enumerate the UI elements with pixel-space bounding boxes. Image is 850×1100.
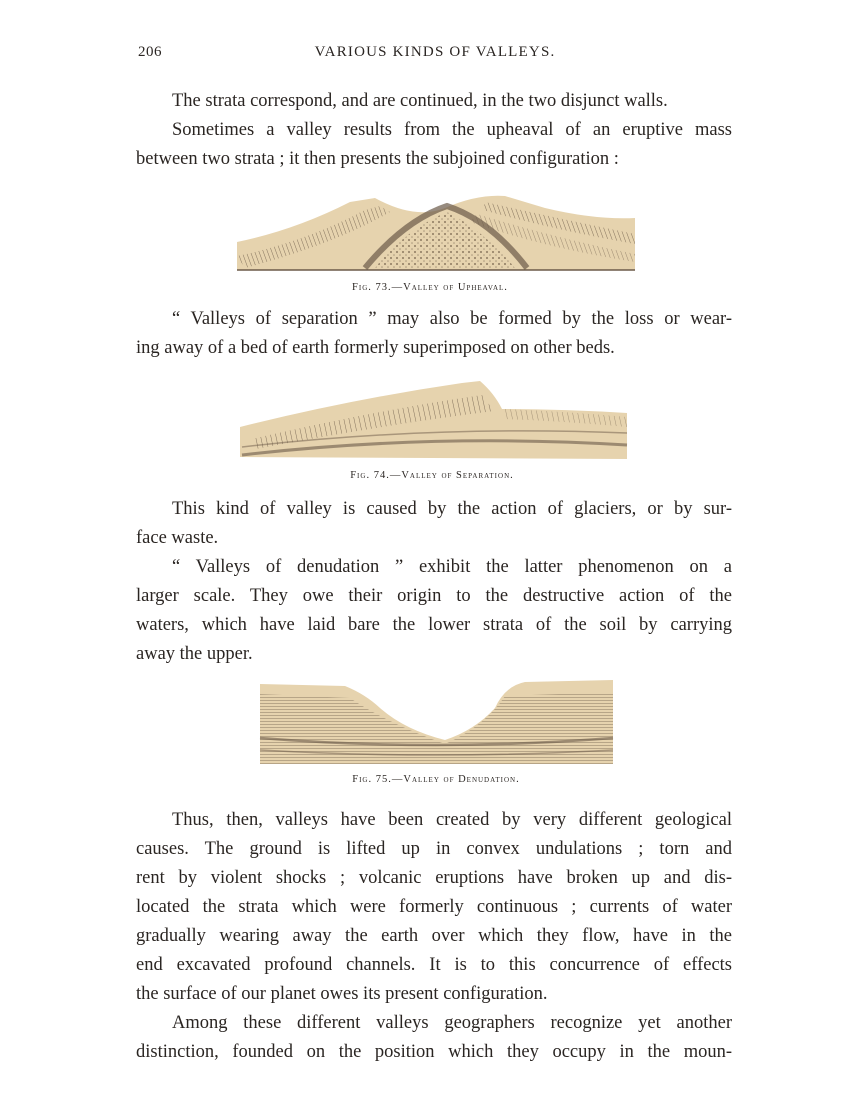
text-line: end excavated profound channels. It is to this concurrence of effects — [136, 955, 732, 975]
text-line: Thus, then, valleys have been created by very different geological — [172, 810, 732, 830]
text-line: Among these different valleys geographers recognize yet another — [172, 1013, 732, 1033]
text-line: between two strata ; it then presents the subjoined configuration : — [136, 149, 619, 169]
running-head: VARIOUS KINDS OF VALLEYS. — [314, 44, 556, 60]
page-header — [138, 44, 732, 68]
figure-caption: Fig. 75.—Valley of Denudation. — [352, 774, 520, 785]
paragraph-5 — [136, 553, 732, 669]
text-line: ing away of a bed of earth formerly superimposed on other beds. — [136, 338, 615, 358]
valley-of-denudation-illustration — [255, 678, 617, 768]
text-line: rent by violent shocks ; volcanic eruptions have broken up and dis- — [136, 868, 732, 888]
figure-73 — [215, 190, 645, 302]
text-line: “ Valleys of separation ” may also be formed by the loss or wear- — [172, 309, 732, 329]
paragraph-6 — [136, 806, 732, 1009]
page-number: 206 — [138, 44, 162, 60]
paragraph-7 — [136, 1009, 732, 1067]
paragraph-1 — [136, 87, 732, 116]
figure-caption: Fig. 73.—Valley of Upheaval. — [352, 282, 508, 293]
figure-caption: Fig. 74.—Valley of Separation. — [350, 470, 514, 481]
valley-of-separation-illustration — [232, 375, 632, 465]
text-line: face waste. — [136, 528, 219, 548]
valley-of-upheaval-illustration — [215, 190, 645, 274]
text-line: away the upper. — [136, 644, 253, 664]
text-line: causes. The ground is lifted up in convex undulations ; torn and — [136, 839, 732, 859]
paragraph-2 — [136, 116, 732, 174]
text-line: distinction, founded on the position which they occupy in the moun- — [136, 1042, 732, 1062]
text-line: waters, which have laid bare the lower strata of the soil by carrying — [136, 615, 732, 635]
text-line: gradually wearing away the earth over which they flow, have in the — [136, 926, 732, 946]
text-line: the surface of our planet owes its present configuration. — [136, 984, 548, 1004]
figure-74 — [232, 375, 632, 487]
text-line: This kind of valley is caused by the action of glaciers, or by sur- — [172, 499, 732, 519]
text-line: The strata correspond, and are continued, in the two disjunct walls. — [172, 91, 668, 111]
text-line: “ Valleys of denudation ” exhibit the latter phenomenon on a — [172, 557, 732, 577]
text-line: located the strata which were formerly continuous ; currents of water — [136, 897, 732, 917]
text-line: larger scale. They owe their origin to the destructive action of the — [136, 586, 732, 606]
paragraph-3 — [136, 305, 732, 363]
figure-75 — [255, 678, 617, 793]
paragraph-4 — [136, 495, 732, 553]
text-line: Sometimes a valley results from the upheaval of an eruptive mass — [172, 120, 732, 140]
